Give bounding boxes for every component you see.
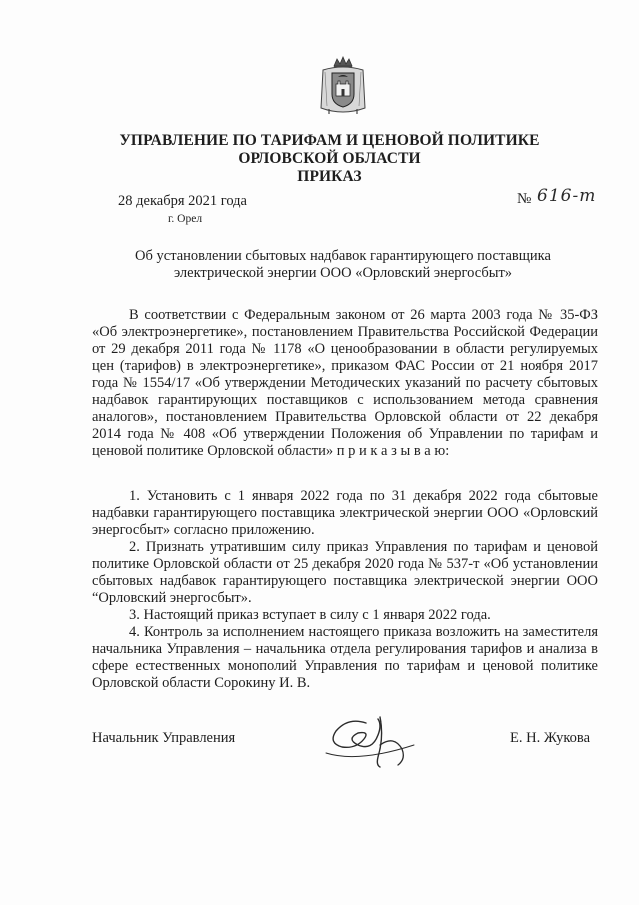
number-label: №: [517, 191, 532, 207]
subject-line-1: Об установлении сбытовых надбавок гарантирующего поставщика: [135, 248, 551, 264]
issuer-region: ОРЛОВСКОЙ ОБЛАСТИ: [238, 150, 421, 167]
issuer-title: УПРАВЛЕНИЕ ПО ТАРИФАМ И ЦЕНОВОЙ ПОЛИТИКЕ: [119, 132, 540, 149]
subject-line-2: электрической энергии ООО «Орловский энергосбыт»: [173, 265, 513, 281]
order-item-2: 2. Признать утратившим силу приказ Управления по тарифам и ценовой политике Орловской области от 25 декабря 2020 года № 537-т «Об установлении сбытовых надбавок гарантирующего поставщика электрической энергии ООО “Орловский энергосбыт».: [92, 539, 598, 606]
coat-of-arms-icon: [317, 56, 369, 118]
signatory-position: Начальник Управления: [92, 730, 236, 746]
document-type: ПРИКАЗ: [297, 168, 362, 185]
signatory-name: Е. Н. Жукова: [510, 730, 591, 746]
order-item-4: 4. Контроль за исполнением настоящего приказа возложить на заместителя начальника Управления – начальника отдела регулирования тарифов и анализа в сфере естественных монополий Управления по тарифам и ценовой политике Орловской области Сорокину И. В.: [92, 624, 598, 691]
signature-icon: [318, 705, 430, 775]
order-item-1: 1. Установить с 1 января 2022 года по 31 декабря 2022 года сбытовые надбавки гарантирующего поставщика электрической энергии ООО «Орловский энергосбыт» согласно приложению.: [92, 488, 598, 538]
order-item-3: 3. Настоящий приказ вступает в силу с 1 января 2022 года.: [129, 607, 491, 623]
document-date: 28 декабря 2021 года: [118, 193, 247, 209]
preamble-paragraph: В соответствии с Федеральным законом от 26 марта 2003 года № 35-ФЗ «Об электроэнергетике», постановлением Правительства Российской Федерации от 29 декабря 2011 года № 1178 «О ценообразовании в области регулируемых цен (тарифов) в электроэнергетике», приказом ФАС России от 21 ноября 2017 года № 1554/17 «Об утверждении Методических указаний по расчету сбытовых надбавок гарантирующих поставщиков с использованием метода сравнения аналогов», постановлением Правительства Орловской области от 22 декабря 2014 года № 408 «Об утверждении Положения об Управлении по тарифам и ценовой политике Орловской области» п р и к а з ы в а ю:: [92, 307, 598, 459]
document-number: 616-т: [537, 186, 597, 206]
document-city: г. Орел: [168, 213, 203, 225]
